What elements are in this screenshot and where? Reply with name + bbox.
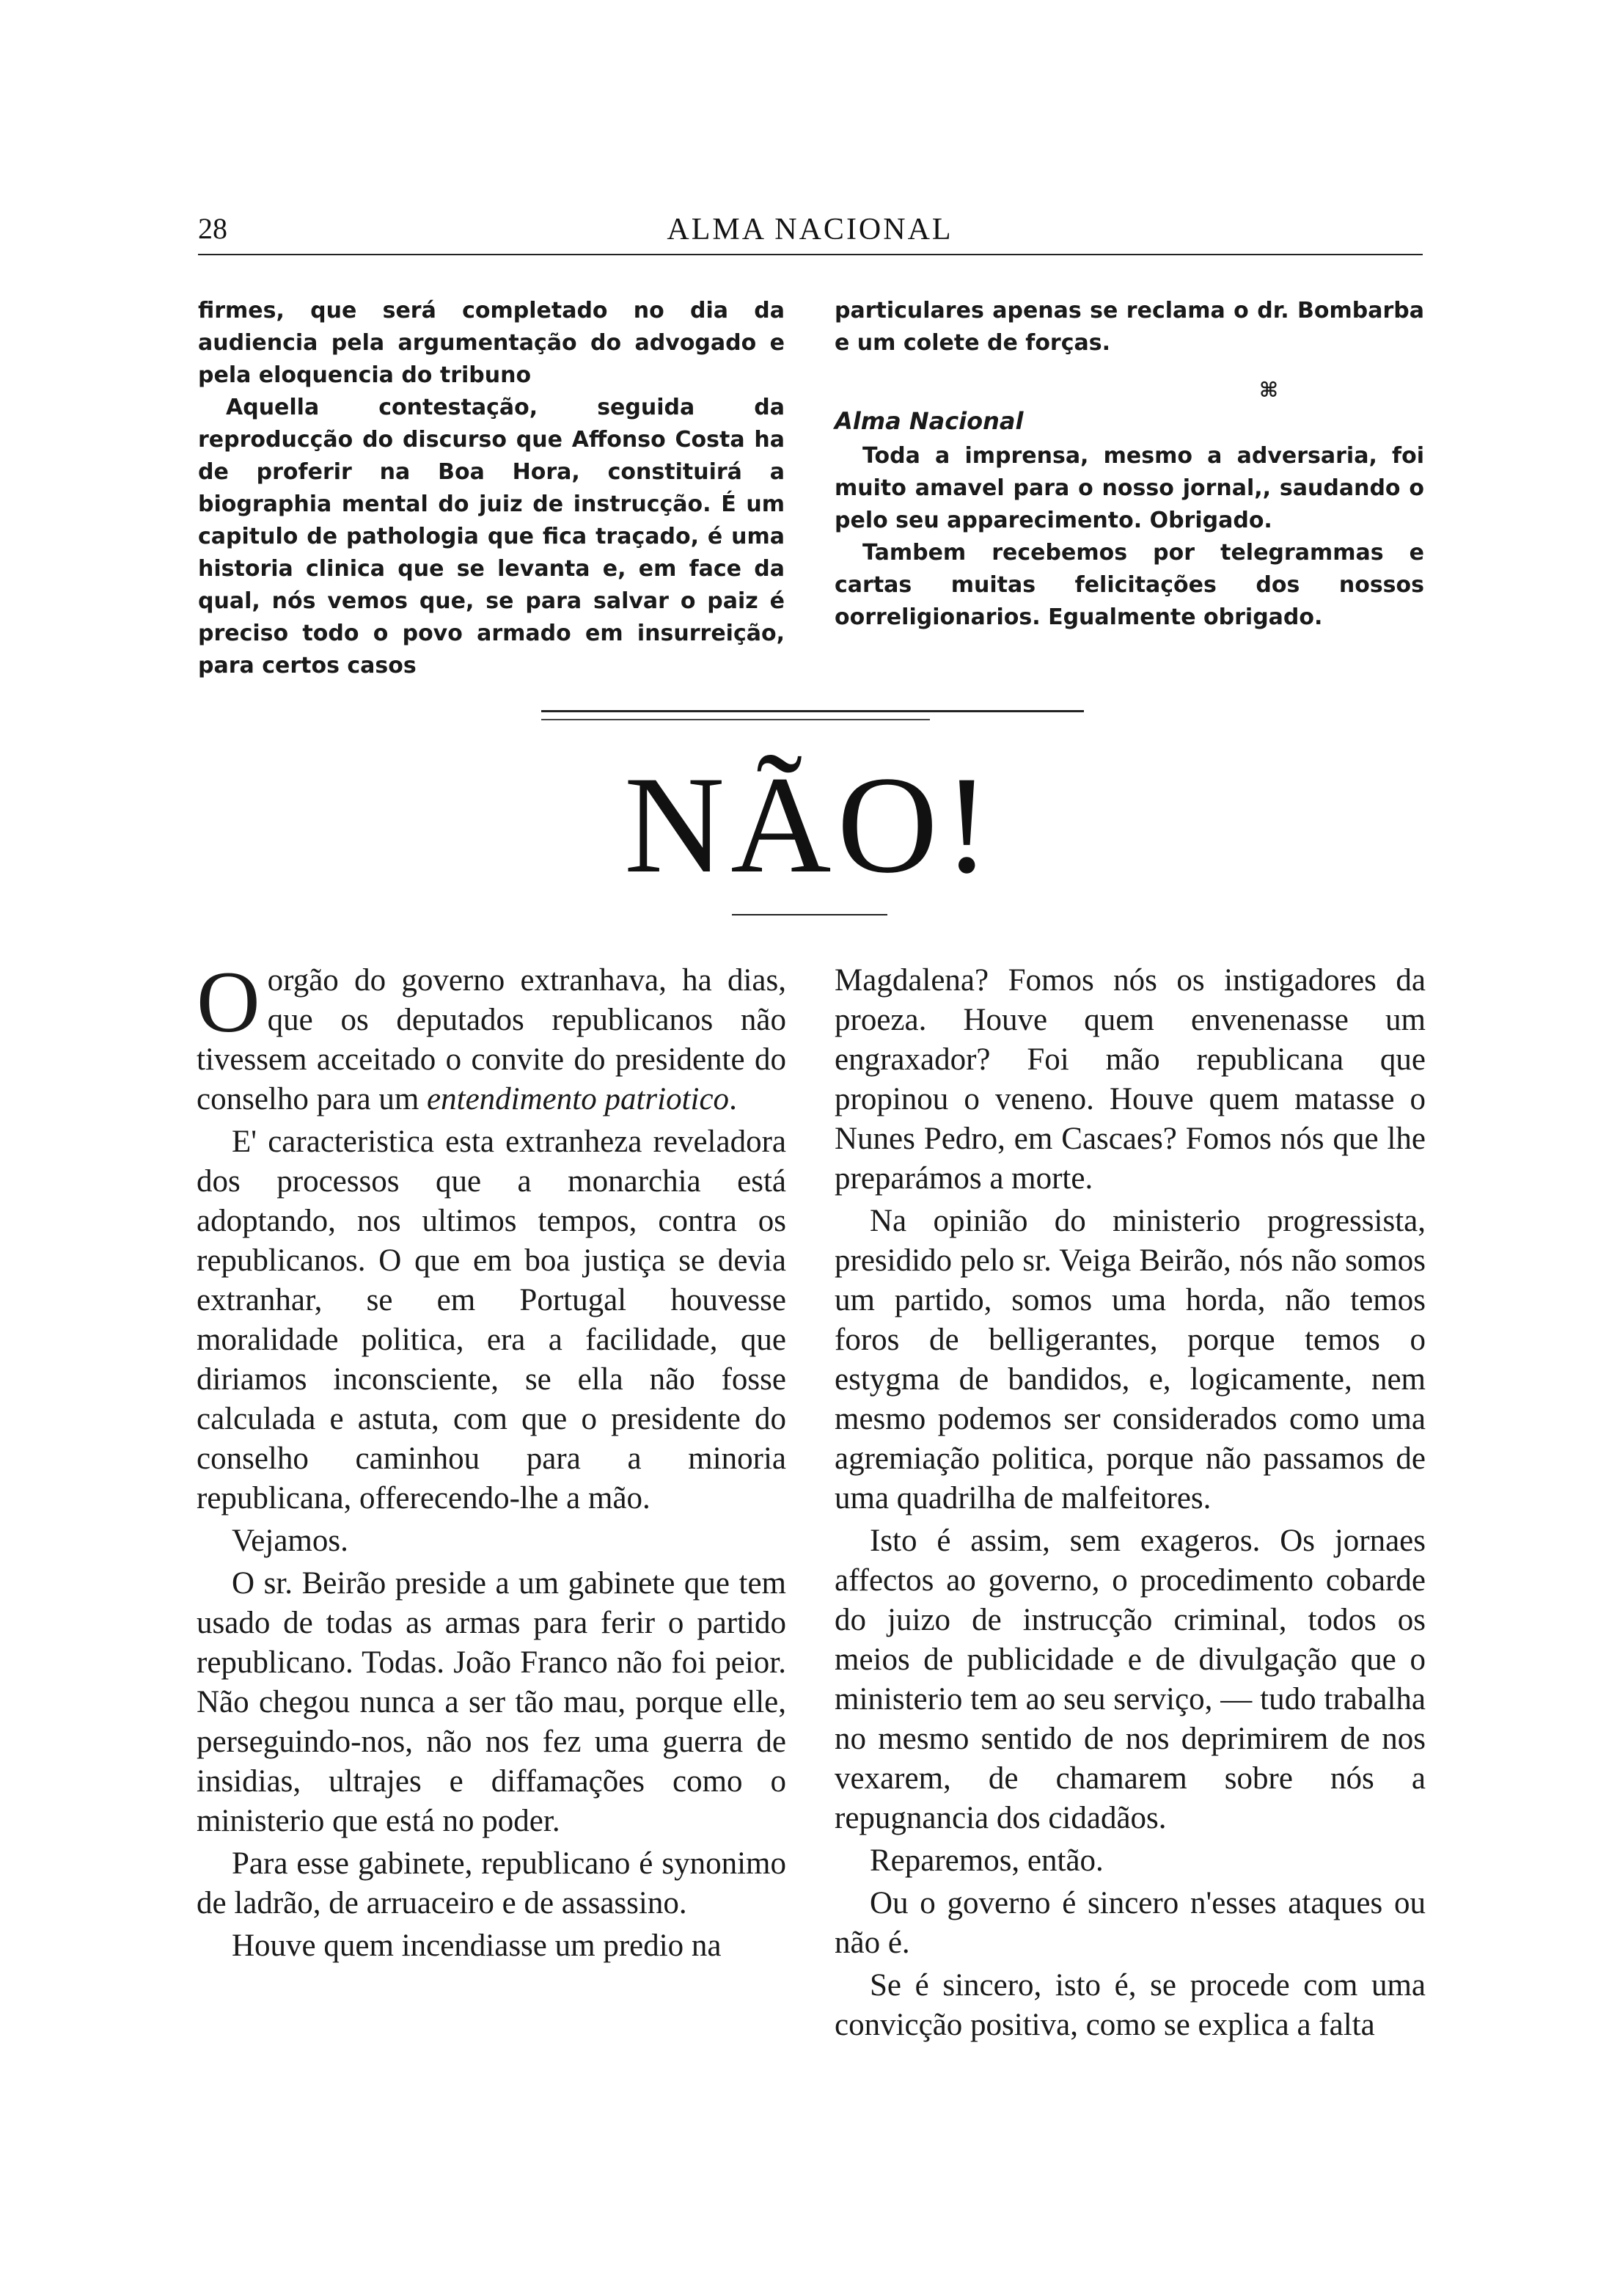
article-paragraph: Houve quem incendiasse um predio na xyxy=(232,1928,722,1963)
upper-right-paragraph-2: Toda a imprensa, mesmo a adversaria, foi muito amavel para o nosso jornal,, saudando o pelo seu apparecimento. Obrigado. xyxy=(835,443,1424,533)
header-rule xyxy=(198,254,1423,255)
lead-text: orgão do governo extranhava, ha dias, que os deputados republicanos não tivessem acceitado o convite do presidente do conselho para um xyxy=(197,963,786,1116)
article-right-column xyxy=(835,961,1426,2048)
page-number: 28 xyxy=(198,212,227,245)
article-paragraph: Para esse gabinete, republicano é synonimo de ladrão, de arruaceiro e de assassino. xyxy=(197,1846,786,1920)
running-title: ALMA NACIONAL xyxy=(667,213,953,246)
upper-right-paragraph-3: Tambem recebemos por telegrammas e cartas muitas felicitações dos nossos oorreligionarios. Egualmente obrigado. xyxy=(835,540,1424,630)
lead-italic-phrase: entendimento patriotico xyxy=(427,1082,730,1116)
article-paragraph: Isto é assim, sem exageros. Os jornaes affectos ao governo, o procedimento cobarde do juizo de instrucção criminal, todos os meios de publicidade e de divulgação que o ministerio tem ao seu serviço, — tudo trabalha no mesmo sentido de nos deprimirem de nos vexarem, de chamarem sobre nós a repugnancia dos cidadãos. xyxy=(835,1524,1426,1835)
upper-left-paragraph-1: firmes, que será completado no dia da audiencia pela argumentação do advogado e pela eloquencia do tribuno xyxy=(198,298,785,388)
section-heading: Alma Nacional xyxy=(835,407,1024,435)
article-paragraph: Ou o governo é sincero n'esses ataques ou não é. xyxy=(835,1886,1426,1960)
drop-cap: O xyxy=(197,953,260,1050)
lead-end: . xyxy=(729,1082,737,1116)
divider-rule-thick xyxy=(541,710,1084,712)
article-left-column xyxy=(197,953,786,1969)
title-underline-rule xyxy=(732,914,887,915)
article-paragraph: E' caracteristica esta extranheza reveladora dos processos que a monarchia está adoptando, nos ultimos tempos, contra os republicanos. O que em boa justiça se devia extranhar, se em Portugal houvesse moralidade politica, era a facilidade, que diriamos inconsciente, se ella não fosse calculada e astuta, com que o presidente do conselho caminhou para a minoria republicana, offerecendo-lhe a mão. xyxy=(197,1125,786,1516)
upper-left-paragraph-2: Aquella contestação, seguida da reproducção do discurso que Affonso Costa ha de proferir na Boa Hora, constituirá a biographia mental do juiz de instrucção. É um capitulo de pathologia que fica traçado, é uma historia clinica que se levanta e, em face da qual, nós vemos que, se para salvar o paiz é preciso todo o povo armado em insurreição, para certos casos xyxy=(198,395,785,679)
article-paragraph: Magdalena? Fomos nós os instigadores da proeza. Houve quem envenenasse um engraxador? Foi mão republicana que propinou o veneno. Houve quem matasse o Nunes Pedro, em Cascaes? Fomos nós que lhe preparámos a morte. xyxy=(835,963,1426,1196)
article-paragraph: Vejamos. xyxy=(232,1524,348,1558)
article-paragraph: O sr. Beirão preside a um gabinete que tem usado de todas as armas para ferir o partido republicano. Todas. João Franco não foi peior. Não chegou nunca a ser tão mau, porque elle, perseguindo-nos, não nos fez uma guerra de insidias, ultrajes e diffamações como o ministerio que está no poder. xyxy=(197,1566,786,1838)
upper-left-column xyxy=(198,295,785,682)
upper-right-column xyxy=(835,295,1424,634)
article-paragraph: Na opinião do ministerio progressista, presidido pelo sr. Veiga Beirão, nós não somos um partido, somos uma horda, não temos foros de belligerantes, porque temos o estygma de bandidos, e, logicamente, nem mesmo podemos ser considerados como uma agremiação politica, porque não passamos de uma quadrilha de malfeitores. xyxy=(835,1204,1426,1516)
lead-paragraph xyxy=(197,953,786,1119)
article-title: NÃO! xyxy=(624,748,996,902)
article-paragraph: Se é sincero, isto é, se procede com uma convicção positiva, como se explica a falta xyxy=(835,1968,1426,2042)
divider-rule-thin xyxy=(541,719,930,720)
article-paragraph: Reparemos, então. xyxy=(870,1843,1104,1878)
upper-right-paragraph-1: particulares apenas se reclama o dr. Bombarba e um colete de forças. xyxy=(835,298,1424,356)
section-separator-ornament: ⌘ xyxy=(1259,378,1278,402)
